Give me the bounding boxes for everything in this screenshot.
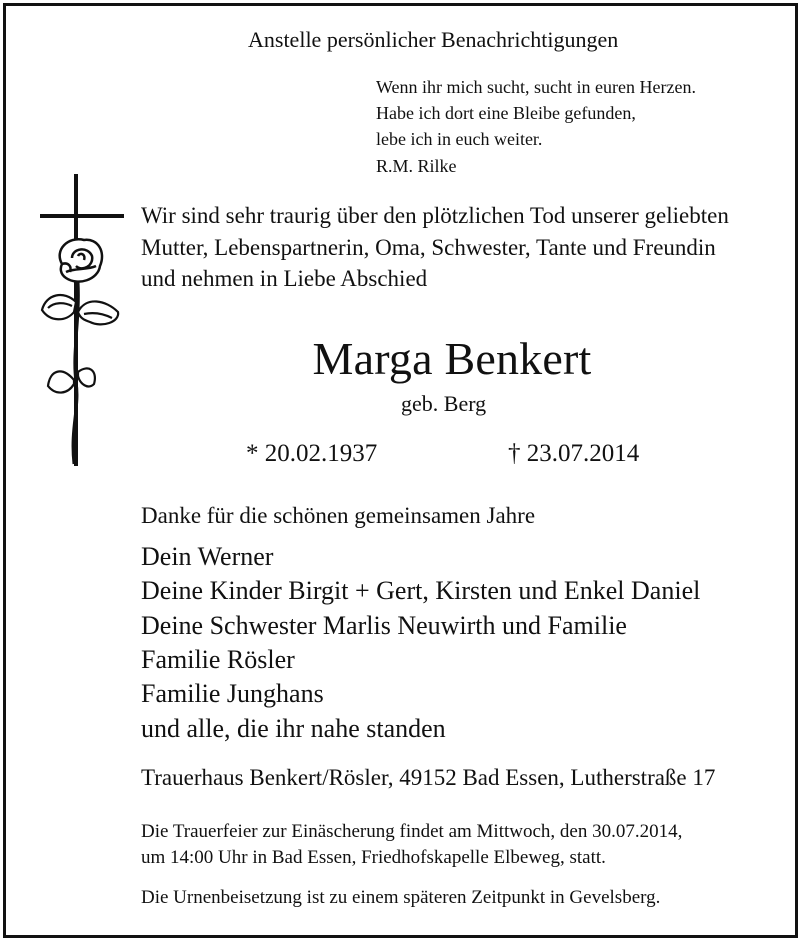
mourner-line: und alle, die ihr nahe standen bbox=[141, 714, 446, 743]
header-text: Anstelle persönlicher Benachrichtigungen bbox=[248, 27, 619, 52]
birth-date: * 20.02.1937 bbox=[246, 440, 378, 467]
poem-line-3: lebe ich in euch weiter. bbox=[376, 129, 543, 149]
mourner-line: Familie Rösler bbox=[141, 645, 295, 674]
mourner-line: Familie Junghans bbox=[141, 679, 324, 708]
deceased-name: Marga Benkert bbox=[312, 333, 592, 384]
intro-line-3: und nehmen in Liebe Abschied bbox=[141, 266, 428, 291]
intro-line-2: Mutter, Lebenspartnerin, Oma, Schwester, Tante und Freundin bbox=[141, 235, 716, 260]
urn-burial-notice: Die Urnenbeisetzung ist zu einem späteren Zeitpunkt in Gevelsberg. bbox=[141, 887, 661, 908]
poem-line-2: Habe ich dort eine Bleibe gefunden, bbox=[376, 103, 636, 123]
poem-line-1: Wenn ihr mich sucht, sucht in euren Herzen. bbox=[376, 77, 696, 97]
ceremony-notice-line-2: um 14:00 Uhr in Bad Essen, Friedhofskapelle Elbeweg, statt. bbox=[141, 847, 606, 868]
maiden-name: geb. Berg bbox=[401, 391, 487, 416]
cross-with-rose-icon bbox=[32, 172, 132, 472]
thanks-text: Danke für die schönen gemeinsamen Jahre bbox=[141, 503, 536, 528]
poem-author: R.M. Rilke bbox=[376, 156, 457, 176]
mourner-line: Dein Werner bbox=[141, 542, 274, 571]
intro-line-1: Wir sind sehr traurig über den plötzlichen Tod unserer geliebten bbox=[141, 203, 729, 228]
mourner-line: Deine Schwester Marlis Neuwirth und Familie bbox=[141, 611, 627, 640]
ceremony-notice-line-1: Die Trauerfeier zur Einäscherung findet am Mittwoch, den 30.07.2014, bbox=[141, 821, 683, 842]
mourner-line: Deine Kinder Birgit + Gert, Kirsten und Enkel Daniel bbox=[141, 576, 701, 605]
death-date: † 23.07.2014 bbox=[508, 440, 640, 467]
mourning-house-address: Trauerhaus Benkert/Rösler, 49152 Bad Essen, Lutherstraße 17 bbox=[141, 765, 716, 790]
